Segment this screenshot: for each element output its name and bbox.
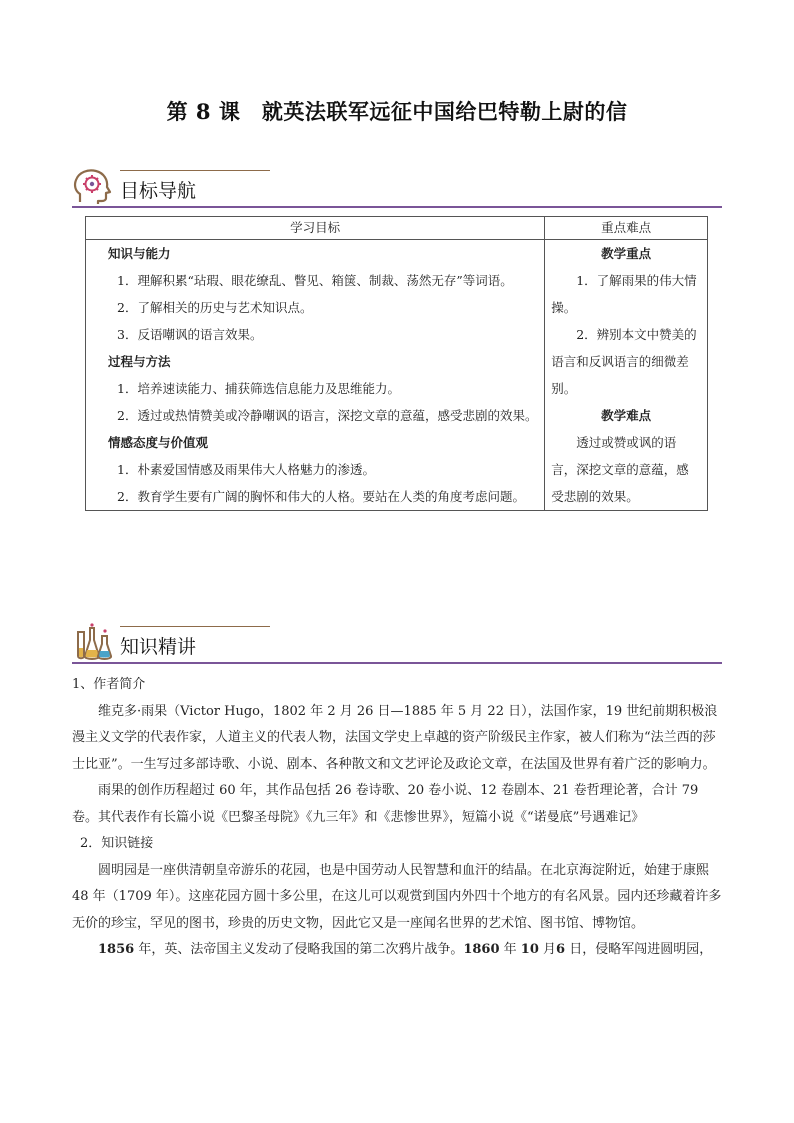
subheading-values: 情感态度与价值观 [108,435,209,450]
subheading-knowledge: 知识与能力 [108,246,171,261]
goal-item: 1．理解积累“玷瑕、眼花缭乱、瞥见、箱箧、制裁、荡然无存”等词语。 [117,273,513,288]
goal-item: 3．反语嘲讽的语言效果。 [117,327,263,342]
subheading-process: 过程与方法 [108,354,171,369]
day-6: 6 [556,942,566,957]
subheading-teaching-difficulty: 教学难点 [601,408,652,423]
paragraph-author-bio: 维克多·雨果（Victor Hugo，1802 年 2 月 26 日—1885 年 5 月 22 日），法国作家，19 世纪前期积极浪漫主义文学的代表作家，人道主义的代表人物，法国文学史上卓越的资产阶级民主作家，被人们称为“法兰西的莎士比亚”。一生写过多部诗歌、小说、剧本、各种散文和文艺评论及政论文章，在法国及世界有着广泛的影响力。 [72,703,718,772]
knowledge-body [72,672,724,964]
paragraph-author-works: 雨果的创作历程超过 60 年，其作品包括 26 卷诗歌、20 卷小说、12 卷剧本、21 卷哲理论著，合计 79 卷。其代表作有长篇小说《巴黎圣母院》《九三年》和《悲惨世界》，短篇小说《“诺曼底”号遇难记》 [72,783,699,825]
key-point-item: 1．了解雨果的伟大情操。 [551,273,697,315]
goal-item: 1．朴素爱国情感及雨果伟大人格魅力的渗透。 [117,462,375,477]
head-gear-icon [72,166,114,208]
key-point-item: 透过或赞或讽的语言，深挖文章的意蕴，感受悲剧的效果。 [551,435,689,504]
section-label-knowledge: 知识精讲 [120,636,197,658]
section-label-goals: 目标导航 [120,180,197,202]
goal-item: 1．培养速读能力、捕获筛选信息能力及思维能力。 [117,381,400,396]
goals-cell [86,240,545,511]
heading-knowledge-link: 2．知识链接 [80,836,154,851]
key-point-item: 2．辨别本文中赞美的语言和反讽语言的细微差别。 [551,327,697,396]
column-header-key-points: 重点难点 [545,217,708,240]
table-body-row [86,240,708,511]
subheading-teaching-focus: 教学重点 [601,246,652,261]
paragraph-war-history [72,937,724,964]
year-1856: 1856 [98,942,135,957]
month-10: 10 [520,942,539,957]
text-fragment: 日，侵略军闯进圆明园， [565,942,713,957]
goals-table [85,216,708,511]
header-accent-line [120,626,270,627]
heading-author-intro: 1、作者简介 [72,677,146,692]
goal-item: 2．了解相关的历史与艺术知识点。 [117,300,313,315]
key-points-cell [545,240,708,511]
header-accent-line [120,170,270,171]
goal-item: 2．教育学生要有广阔的胸怀和伟大的人格。要站在人类的角度考虑问题。 [117,489,525,504]
year-1860: 1860 [463,942,500,957]
header-underline [72,662,722,664]
lab-flask-icon [72,622,114,664]
text-fragment: 年 [499,942,521,957]
table-header-row [86,217,708,240]
section-header-knowledge [72,622,722,668]
goal-item: 2．透过或热情赞美或冷静嘲讽的语言，深挖文章的意蕴，感受悲剧的效果。 [117,408,538,423]
lesson-title: 第 8 课 就英法联军远征中国给巴特勒上尉的信 [166,99,628,124]
section-header-goals [72,166,722,212]
header-underline [72,206,722,208]
paragraph-yuanmingyuan: 圆明园是一座供清朝皇帝游乐的花园，也是中国劳动人民智慧和血汗的结晶。在北京海淀附近，始建于康熙 48 年（1709 年）。这座花园方圆十多公里，在这儿可以观赏到国内外四十个地方的有名风景。园内还珍藏着许多无价的珍宝，罕见的图书，珍贵的历史文物，因此它又是一座闻名世界的艺术馆、图书馆、博物馆。 [72,862,722,931]
text-fragment: 年，英、法帝国主义发动了侵略我国的第二次鸦片战争。 [134,942,464,957]
text-fragment: 月 [538,942,557,957]
column-header-goals: 学习目标 [86,217,545,240]
